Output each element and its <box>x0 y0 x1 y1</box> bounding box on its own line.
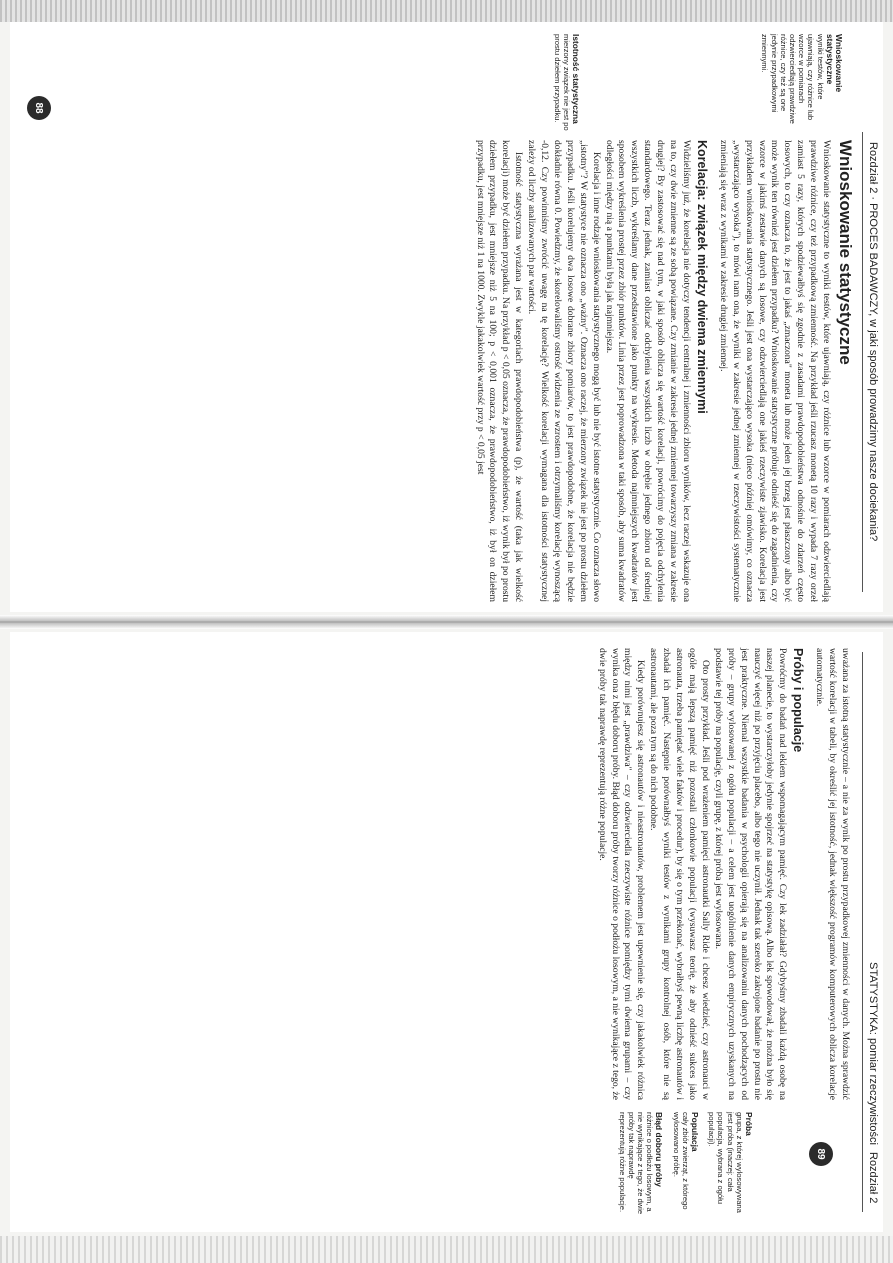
page-88-content <box>10 22 883 612</box>
page-number: 88 <box>27 96 51 120</box>
page-number: 89 <box>809 1142 833 1166</box>
glossary-entry: Próba grupa, z której wylosowywana jest próba (inaczej: cała populacja, wybrana z ogółu populacji). <box>707 1112 754 1213</box>
page-89-content <box>10 632 883 1232</box>
paragraph: uważana za istotną statystycznie – a nie za wynik po prostu przypadkowej zmienności w danych. Można sprawdzić wartość korelacji w tabeli, by określić jej istotność, jednak większość programów komputerowych oblicza korelacje automatycznie. <box>814 648 851 1100</box>
page-88-body <box>473 140 855 602</box>
paragraph: Istotność statystyczna wyrażana jest w kategoriach prawdopodobieństwa (p), że wartość (taka jak wielkość korelacji) może być dziełem przypadku. Na przykład p < 0,05 oznacza, że prawdopodobieństwo, iż wynik był po prostu dziełem przypadku, jest mniejsze niż 5 na 100; p < 0,001 oznacza, że prawdopodobieństwo, iż był on dziełem przypadku, jest mniejsze niż 1 na 1000. Zwykle jakakolwiek wartość przy p < 0,05 jest <box>474 140 525 602</box>
paragraph: Kiedy porównujesz się astronautów i nieastronautów, problemem jest upewnienie się, czy jakakolwiek różnica między nimi jest „prawdziwa" – czy odzwierciedla rzeczywiste różnice pomiędzy tymi dwiema grupami – czy wynika ona z błędu doboru próby. Błąd doboru próby tworzy różnice o podłożu losowym, a nie wynikające z tego, że dwie próby tak naprawdę reprezentują różne populacje. <box>596 648 647 1100</box>
margin-glossary <box>609 1112 753 1216</box>
header-rule <box>862 132 863 592</box>
glossary-entry: Populacja cały zbiór zwierząt, z którego wylosowano próbę. <box>671 1112 700 1210</box>
scan-top-edge <box>0 0 893 22</box>
page-89-body <box>595 648 851 1100</box>
running-head: STATYSTYKA: pomiar rzeczywistości <box>867 962 879 1145</box>
chapter-tag: Rozdział 2 <box>867 1152 879 1204</box>
paragraph: Widzieliśmy już, że korelacja nie dotyczy tendencji centralnej i zmienności zbioru wyników, lecz raczej wskazuje ona na to, czy dwie zmienne są ze sobą powiązane. Czy zmianie w zakresie jednej zmiennej towarzyszy zmiana w zakresie drugiej? By zastosować się nad tym, w jaki sposób oblicza się wartość korelacji, powrócimy do pojęcia odchylenia standardowego. Teraz jednak, zamiast obliczać odchylenia wszystkich liczb w obrębie jednego zbioru od średniej wszystkich liczb, wykreślamy dane przedstawione jako punkty na wykresie. Metoda najmniejszych kwadratów jest sposobem wykreślenia prostej przez zbiór punktów. Linia przez jest poprowadzona w taki sposób, aby suma kwadratów odległości między nią a punktami była jak najmniejsza. <box>603 140 693 602</box>
running-head: Rozdział 2 · PROCES BADAWCZY, w jaki sposób prowadzimy nasze dociekania? <box>867 142 879 542</box>
scan-bottom-edge <box>0 1236 893 1263</box>
header-rule <box>862 652 863 1212</box>
page-88-header <box>863 22 883 612</box>
glossary-entry: Błąd doboru próby różnice o podłożu losowym, a nie wynikające z tego, że dwie próby tak naprawdę reprezentują różne populacje. <box>617 1112 665 1215</box>
paragraph: Powróćmy do badań nad lekiem wspomagającym pamięć. Czy lek zadziałał? Gdybyśmy zbadali każdą osobę na naszej planecie, to wystarczyłoby jedynie spojrzeć na statystykę opisową. Albo lek spowodował, że można było się nauczyć więcej niż po przyjęciu placebo, albo tego nie uczynił. Jednak tak szeroko zakrojone badanie po prostu nie jest praktyczne. Niemal wszystkie badania w psychologii opierają się na analizowaniu danych pochodzących od próby – grupy wylosowanej z ogółu populacji – a celem jest uogólnienie danych empirycznych uzyskanych na podstawie tej próby na populację, czyli grupę, z której próba jest wylosowana. <box>712 648 789 1100</box>
page-89 <box>10 632 883 1232</box>
glossary-entry: Istotność statystyczna mierzony związek nie jest po prostu dziełem przypadku. <box>552 34 582 131</box>
subsection-title: Korelacja: związek między dwiema zmiennymi <box>694 140 709 414</box>
section-title: Wnioskowanie statystyczne <box>836 140 855 365</box>
section-title: Próby i populacje <box>791 648 806 753</box>
book-binding-gutter <box>0 615 893 629</box>
page-89-header <box>863 632 883 1232</box>
paragraph: Wnioskowanie statystyczne to wyniki testów, które ujawniają, czy różnice lub wzorce w pomiarach odzwierciedlają prawdziwe różnice, czy też przypadkową zmienność. Na przykład jeśli rzucasz monetą 10 razy i wypada 7 razy orzeł zamiast 5 razy, których spodziewałbyś się zgodnie z zasadami prawdopodobieństwa odnośnie do zdarzeń często losowych, to czy oznacza to, że jest to jakaś „zmaczona" moneta lub może jeden jej brzeg jest płaszczony albo być może wynik ten również jest dziełem przypadku? Wnioskowanie statystyczne próbuje odnieść się do zagadnienia, czy wzorce w jakimś zestawie danych są losowe, czy odzwierciedlają one jakieś rzeczywiste zjawisko. Korelacja jest przykładem wnioskowania statystycznego. Jeśli jest ona wystarczająco wysoka (nieco później omówimy, co oznacza „wystarczająco wysoka"), to mówi nam ona, że wyniki w zakresie jednej zmiennej w rzeczywistości systematycznie zmieniają się wraz z wynikami w zakresie drugiej zmiennej. <box>717 140 833 602</box>
page-88 <box>10 22 883 612</box>
paragraph: Oto prosty przykład. Jeśli pod wrażeniem pamięci astronautki Sally Ride i chcesz wiedzieć, czy astronauci w ogóle mają lepszą pamięć niż pozostali członkowie populacji (wysuwasz teorię, że aby odnieść sukces jako astronauta, trzeba pamiętać wiele faktów i procedur), by się o tym przekonać, wybrałbyś pewną liczbę astronautów i zbadał ich pamięć. Następnie porównałbyś wyniki testów z wynikami grupy kontrolnej osób, które nie są astronautami, ale poza tym są do nich podobne. <box>648 648 711 1100</box>
glossary-entry: Wnioskowanie statystyczne wyniki testów, które ujawniają, czy różnice lub wzorce w pomiarach odzwierciedlają prawdziwe różnice, czy też są one jedynie przypadkowymi zmiennymi. <box>760 34 844 124</box>
paragraph: Korelacja i inne rodzaje wnioskowania statystycznego mogą być lub nie być istotne statystycznie. Co oznacza słowo „istotny"? W statystyce nie oznacza ono „ważny". Oznacza ono raczej, że mierzony związek nie jest po prostu dziełem przypadku. Jeśli korelujemy dwa losowe dobrane zbiory pomiarów, to jest prawdopodobne, że korelacja nie będzie dokładnie równa 0. Powiedzmy, że skorelowaliśmy ostrość widzenia ze wzrostem i otrzymaliśmy korelację wynoszącą -0,12. Czy powinniśmy zwrócić uwagę na tę korelację? Wielkość korelacji wymagana dla istotności statystycznej zależy od liczby analizowanych par wartości. <box>526 140 602 602</box>
margin-glossary <box>545 34 843 132</box>
